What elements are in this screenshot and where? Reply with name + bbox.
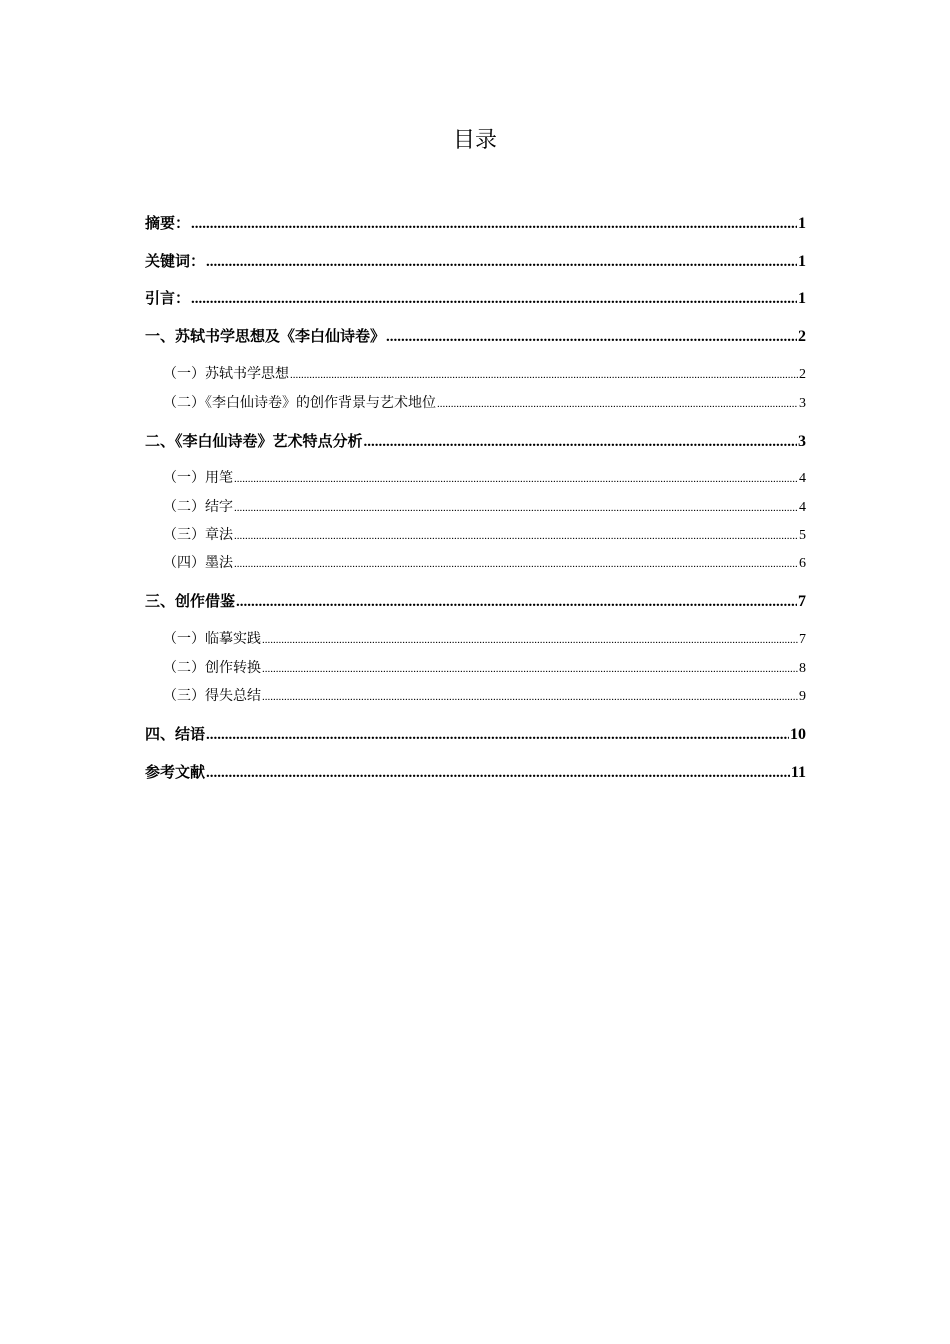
toc-entry-chapter-1[interactable] <box>145 325 806 347</box>
toc-entry-label: 引言： <box>145 289 191 307</box>
toc-page-number: 1 <box>798 215 806 232</box>
toc-entry-section-2-1[interactable] <box>163 467 806 489</box>
toc-dot-leader <box>206 727 789 744</box>
toc-entry-abstract[interactable] <box>145 212 806 234</box>
toc-dot-leader <box>234 556 798 572</box>
toc-page-number: 3 <box>799 396 806 411</box>
toc-entry-label: （二）创作转换 <box>163 660 261 676</box>
toc-entry-label: （三）章法 <box>163 527 233 543</box>
toc-dot-leader <box>262 632 798 648</box>
toc-page-number: 1 <box>798 253 806 270</box>
toc-entry-section-2-2[interactable] <box>163 496 806 518</box>
toc-page-number: 7 <box>798 593 806 610</box>
toc-page-number: 1 <box>798 290 806 307</box>
toc-page-number: 11 <box>790 764 806 781</box>
toc-dot-leader <box>364 434 797 451</box>
toc-entry-label: 参考文献 <box>145 763 206 781</box>
toc-dot-leader <box>236 594 797 611</box>
toc-entry-chapter-2[interactable] <box>145 430 806 452</box>
toc-page-number: 5 <box>799 528 806 543</box>
toc-dot-leader <box>191 291 797 308</box>
toc-entry-label: 摘要： <box>145 214 191 232</box>
toc-entry-label: （二）《李白仙诗卷》的创作背景与艺术地位 <box>163 395 436 411</box>
toc-entry-introduction[interactable] <box>145 287 806 309</box>
toc-entry-label: （一）临摹实践 <box>163 631 261 647</box>
toc-page-number: 3 <box>798 433 806 450</box>
toc-dot-leader <box>262 689 798 705</box>
toc-entry-label: （一）苏轼书学思想 <box>163 366 289 382</box>
toc-page-number: 2 <box>798 328 806 345</box>
toc-entry-chapter-3[interactable] <box>145 590 806 612</box>
toc-entry-label: （一）用笔 <box>163 470 233 486</box>
toc-entry-label: 二、《李白仙诗卷》艺术特点分析 <box>145 432 363 450</box>
toc-entry-label: 三、创作借鉴 <box>145 592 236 610</box>
toc-page-number: 9 <box>799 689 806 704</box>
toc-dot-leader <box>206 765 790 782</box>
toc-entry-section-2-4[interactable] <box>163 552 806 574</box>
toc-dot-leader <box>234 528 798 544</box>
toc-entry-section-1-2[interactable] <box>163 392 806 414</box>
toc-title: 目录 <box>452 128 497 153</box>
toc-entry-label: 四、结语 <box>145 725 206 743</box>
toc-page-number: 8 <box>799 661 806 676</box>
toc-entry-references[interactable] <box>145 761 806 783</box>
toc-dot-leader <box>262 661 798 677</box>
toc-entry-label: （三）得失总结 <box>163 688 261 704</box>
toc-entry-keywords[interactable] <box>145 250 806 272</box>
toc-entry-section-2-3[interactable] <box>163 524 806 546</box>
toc-dot-leader <box>437 396 798 412</box>
toc-entry-label: （四）墨法 <box>163 555 233 571</box>
toc-dot-leader <box>290 367 798 383</box>
toc-entry-section-3-2[interactable] <box>163 657 806 679</box>
toc-entry-conclusion[interactable] <box>145 723 806 745</box>
toc-entry-section-1-1[interactable] <box>163 363 806 385</box>
toc-entry-label: （二）结字 <box>163 499 233 515</box>
toc-dot-leader <box>386 329 797 346</box>
toc-page-number: 7 <box>799 632 806 647</box>
toc-entry-section-3-1[interactable] <box>163 628 806 650</box>
toc-page-number: 4 <box>799 471 806 486</box>
toc-entry-label: 关键词： <box>145 252 206 270</box>
toc-entry-label: 一、苏轼书学思想及《李白仙诗卷》 <box>145 327 386 345</box>
toc-entry-section-3-3[interactable] <box>163 685 806 707</box>
toc-dot-leader <box>191 216 797 233</box>
toc-page-number: 4 <box>799 500 806 515</box>
toc-dot-leader <box>206 254 797 271</box>
toc-page-number: 2 <box>799 367 806 382</box>
toc-page-number: 10 <box>790 726 806 743</box>
toc-dot-leader <box>234 471 798 487</box>
toc-dot-leader <box>234 500 798 516</box>
toc-page-number: 6 <box>799 556 806 571</box>
